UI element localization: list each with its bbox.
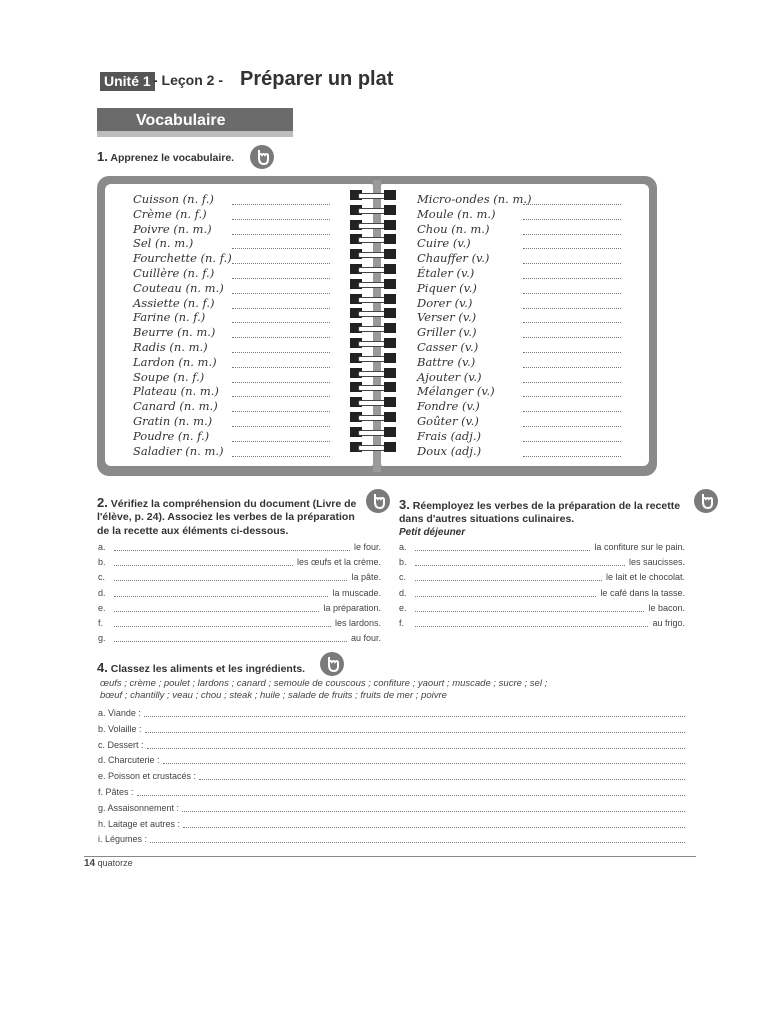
vocab-answer-line-right[interactable] (523, 446, 621, 457)
vocab-word-left: Sel (n. m.) (133, 236, 194, 251)
ingredient-words-line-1: œufs ; crème ; poulet ; lardons ; canard ; semoule de couscous ; confiture ; yaourt ; muscade ; sucre ; sel ; (100, 678, 548, 689)
notebook-ring (350, 382, 396, 392)
vocab-answer-line-right[interactable] (523, 327, 621, 338)
notebook-ring (350, 294, 396, 304)
item-ending: la confiture sur le pain. (594, 542, 685, 552)
vocab-word-right: Battre (v.) (417, 354, 476, 369)
category-label: b. Volaille : (98, 723, 142, 734)
answer-blank[interactable] (114, 571, 347, 581)
notebook-ring (350, 279, 396, 289)
exercise-3-number: 3. (399, 497, 410, 512)
item-letter: b. (399, 557, 407, 568)
answer-blank[interactable] (415, 617, 648, 627)
category-label: h. Laitage et autres : (98, 818, 181, 829)
vocab-answer-line-left[interactable] (232, 342, 330, 353)
item-ending: la muscade. (332, 587, 381, 598)
category-label: i. Légumes : (98, 834, 148, 845)
vocab-word-left: Beurre (n. m.) (133, 325, 216, 340)
category-answer-blank[interactable] (145, 723, 685, 733)
vocab-word-left: Fourchette (n. f.) (133, 251, 232, 266)
vocab-word-right: Doux (adj.) (417, 443, 482, 458)
vocab-word-left: Cuillère (n. f.) (133, 266, 215, 280)
category-answer-blank[interactable] (150, 833, 685, 843)
vocab-word-left: Gratin (n. m.) (133, 414, 213, 428)
vocab-word-right: Moule (n. m.) (417, 206, 496, 221)
vocab-answer-line-right[interactable] (523, 238, 621, 249)
vocab-answer-line-left[interactable] (232, 224, 330, 235)
vocab-answer-line-right[interactable] (523, 268, 621, 279)
vocab-answer-line-right[interactable] (523, 194, 621, 205)
vocab-answer-line-right[interactable] (523, 416, 621, 427)
vocab-word-left: Lardon (n. m.) (133, 354, 217, 369)
vocab-answer-line-right[interactable] (523, 283, 621, 294)
answer-blank[interactable] (415, 602, 644, 612)
vocab-answer-line-right[interactable] (523, 372, 621, 383)
item-letter: f. (98, 618, 104, 628)
item-ending: la préparation. (323, 602, 381, 613)
vocab-answer-line-right[interactable] (523, 224, 621, 235)
category-label: e. Poisson et crustacés : (98, 771, 197, 782)
vocab-answer-line-left[interactable] (232, 312, 330, 323)
vocab-word-left: Crème (n. f.) (133, 206, 207, 221)
hand-pointer-icon (250, 145, 274, 169)
item-letter: b. (98, 557, 106, 568)
vocab-answer-line-left[interactable] (232, 194, 330, 205)
answer-blank[interactable] (114, 617, 331, 627)
section-title: Vocabulaire (136, 112, 226, 129)
page-word: quatorze (97, 858, 133, 868)
vocab-word-left: Saladier (n. m.) (133, 443, 224, 458)
exercise-3-title (399, 498, 680, 513)
answer-blank[interactable] (415, 541, 590, 551)
exercise-1-instruction: Apprenez le vocabulaire. (110, 152, 235, 164)
vocab-word-right: Goûter (v.) (417, 414, 479, 428)
vocab-word-right: Fondre (v.) (417, 399, 480, 414)
item-ending: le four. (353, 542, 381, 552)
vocab-answer-line-left[interactable] (232, 283, 330, 294)
hand-pointer-icon (694, 489, 718, 513)
item-letter: f. (399, 618, 405, 628)
exercise-4-number: 4. (97, 660, 108, 675)
ingredient-words-line-2: bœuf ; chantilly ; veau ; chou ; steak ; huile ; salade de fruits ; fruits de mer ; poivre (100, 690, 447, 701)
notebook-ring (350, 427, 396, 437)
item-letter: c. (399, 572, 407, 583)
exercise-2-title (97, 496, 356, 511)
notebook-ring (350, 308, 396, 318)
vocab-word-right: Micro-ondes (n. m.) (417, 192, 532, 206)
vocab-answer-line-left[interactable] (232, 327, 330, 338)
notebook-ring (350, 190, 396, 200)
notebook-ring (350, 264, 396, 274)
vocab-word-left: Poudre (n. f.) (133, 428, 210, 443)
item-ending: la pâte. (351, 572, 381, 583)
vocab-answer-line-right[interactable] (523, 431, 621, 442)
notebook-ring (350, 338, 396, 348)
item-letter: c. (98, 572, 106, 583)
exercise-4-title (97, 661, 305, 676)
exercise-2-line-2: l'élève, p. 24). Associez les verbes de la préparation (97, 511, 355, 523)
answer-blank[interactable] (114, 632, 347, 642)
exercise-2-number: 2. (97, 495, 108, 510)
vocab-word-left: Farine (n. f.) (133, 310, 206, 325)
answer-blank[interactable] (415, 587, 596, 597)
exercise-2-line-3: de la recette aux éléments ci-dessous. (97, 525, 289, 537)
vocab-answer-line-right[interactable] (523, 298, 621, 309)
lesson-label: - Leçon 2 - (153, 72, 224, 88)
answer-blank[interactable] (415, 571, 602, 581)
category-answer-blank[interactable] (147, 739, 685, 749)
category-label: a. Viande : (98, 708, 141, 718)
answer-blank[interactable] (114, 556, 293, 566)
vocab-answer-line-left[interactable] (232, 253, 330, 264)
vocab-answer-line-left[interactable] (232, 238, 330, 249)
item-letter: d. (98, 587, 106, 598)
vocab-word-right: Casser (v.) (417, 340, 479, 354)
notebook-ring (350, 353, 396, 363)
category-answer-blank[interactable] (137, 786, 685, 796)
notebook-ring (350, 368, 396, 378)
vocab-word-right: Étaler (v.) (417, 266, 475, 280)
hand-pointer-icon (366, 489, 390, 513)
item-letter: d. (399, 587, 407, 598)
vocab-answer-line-left[interactable] (232, 298, 330, 309)
vocab-word-right: Dorer (v.) (417, 295, 473, 310)
notebook-ring (350, 412, 396, 422)
vocab-word-right: Frais (adj.) (417, 428, 481, 443)
vocab-answer-line-right[interactable] (523, 357, 621, 368)
vocab-word-right: Piquer (v.) (417, 280, 477, 295)
page-footer (84, 858, 133, 869)
vocab-answer-line-left[interactable] (232, 431, 330, 442)
vocab-word-left: Poivre (n. m.) (133, 221, 212, 236)
hand-pointer-icon (320, 652, 344, 676)
exercise-3-line-2: dans d'autres situations culinaires. (399, 513, 575, 525)
category-answer-blank[interactable] (163, 754, 685, 764)
category-label: d. Charcuterie : (98, 755, 160, 766)
item-ending: au four. (350, 633, 381, 644)
vocab-word-right: Chou (n. m.) (417, 221, 490, 236)
notebook-ring (350, 442, 396, 452)
exercise-3-line-1: Réemployez les verbes de la préparation de la recette (412, 500, 681, 512)
answer-blank[interactable] (114, 587, 328, 597)
vocab-word-left: Soupe (n. f.) (133, 369, 205, 384)
vocab-word-left: Radis (n. m.) (133, 340, 208, 354)
answer-blank[interactable] (415, 556, 625, 566)
notebook-ring (350, 234, 396, 244)
exercise-2-line-1: Vérifiez la compréhension du document (Livre de (110, 498, 357, 510)
answer-blank[interactable] (114, 602, 319, 612)
vocab-answer-line-right[interactable] (523, 386, 621, 397)
vocab-word-right: Chauffer (v.) (417, 251, 490, 266)
item-ending: les œufs et la crème. (296, 557, 381, 568)
vocab-answer-line-right[interactable] (523, 209, 621, 220)
vocab-word-right: Verser (v.) (417, 310, 477, 325)
notebook-ring (350, 220, 396, 230)
vocab-answer-line-left[interactable] (232, 357, 330, 368)
notebook-ring (350, 205, 396, 215)
vocab-answer-line-left[interactable] (232, 446, 330, 457)
category-label: f. Pâtes : (98, 787, 134, 797)
item-letter: a. (399, 542, 407, 552)
category-answer-blank[interactable] (199, 770, 685, 780)
item-ending: au frigo. (652, 618, 685, 628)
item-letter: e. (399, 602, 407, 613)
category-answer-blank[interactable] (144, 707, 685, 717)
vocab-answer-line-left[interactable] (232, 401, 330, 412)
vocab-answer-line-left[interactable] (232, 372, 330, 383)
vocab-word-left: Couteau (n. m.) (133, 280, 224, 295)
exercise-3-subtitle: Petit déjeuner (399, 527, 466, 538)
notebook-ring (350, 397, 396, 407)
item-ending: les saucisses. (628, 557, 685, 568)
item-letter: a. (98, 542, 106, 552)
exercise-1-title (97, 150, 234, 165)
vocab-answer-line-left[interactable] (232, 209, 330, 220)
exercise-4-instruction: Classez les aliments et les ingrédients. (110, 663, 306, 675)
category-answer-blank[interactable] (182, 802, 685, 812)
vocab-answer-line-left[interactable] (232, 416, 330, 427)
page-title: Préparer un plat (240, 68, 394, 90)
vocab-answer-line-left[interactable] (232, 268, 330, 279)
item-ending: le lait et le chocolat. (605, 572, 685, 583)
vocab-word-right: Ajouter (v.) (417, 369, 482, 384)
category-label: c. Dessert : (98, 739, 144, 750)
page-number: 14 (84, 858, 96, 869)
vocab-answer-line-right[interactable] (523, 342, 621, 353)
unit-badge: Unité 1 (100, 72, 155, 91)
notebook-ring (350, 323, 396, 333)
item-letter: g. (98, 633, 106, 644)
notebook-ring (350, 249, 396, 259)
footer-divider (84, 856, 696, 857)
vocab-word-left: Plateau (n. m.) (133, 384, 219, 399)
vocab-answer-line-right[interactable] (523, 312, 621, 323)
item-ending: les lardons. (334, 618, 381, 628)
category-answer-blank[interactable] (183, 818, 685, 828)
vocab-word-left: Canard (n. m.) (133, 399, 218, 414)
vocab-answer-line-right[interactable] (523, 401, 621, 412)
category-label: g. Assaisonnement : (98, 802, 180, 813)
item-ending: le bacon. (648, 602, 685, 613)
vocab-answer-line-right[interactable] (523, 253, 621, 264)
vocab-word-left: Assiette (n. f.) (133, 295, 215, 310)
vocab-answer-line-left[interactable] (232, 386, 330, 397)
vocab-word-right: Cuire (v.) (417, 236, 471, 251)
exercise-1-number: 1. (97, 149, 108, 164)
answer-blank[interactable] (114, 541, 350, 551)
vocab-word-right: Griller (v.) (417, 325, 477, 340)
item-letter: e. (98, 602, 106, 613)
vocab-word-right: Mélanger (v.) (417, 384, 495, 399)
vocab-word-left: Cuisson (n. f.) (133, 192, 214, 206)
item-ending: le café dans la tasse. (600, 587, 685, 598)
